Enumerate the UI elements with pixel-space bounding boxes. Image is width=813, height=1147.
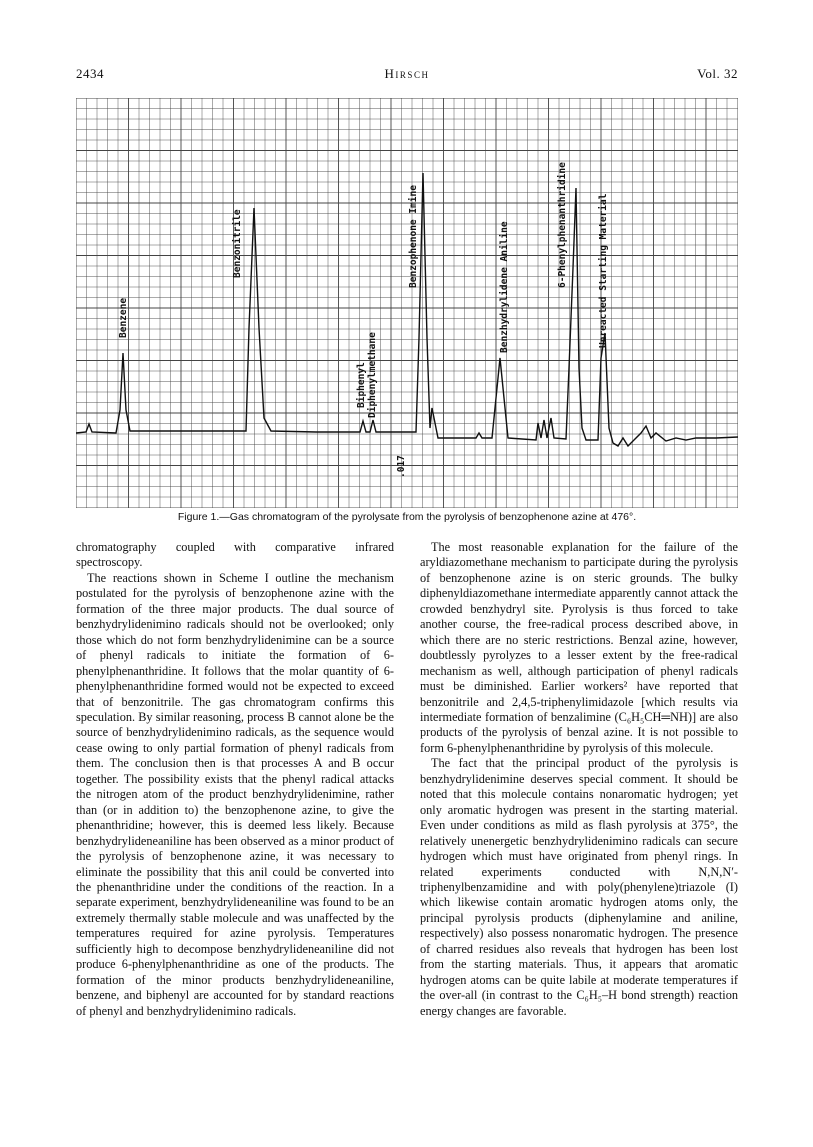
peak-label-benzophenone-imine: Benzophenone Imine [408, 185, 419, 288]
peak-label-benzhydrylidene-aniline: Benzhydrylidene Aniline [499, 221, 510, 353]
figure-caption: Figure 1.—Gas chromatogram of the pyrolysate from the pyrolysis of benzophenone azine at 476°. [177, 511, 637, 523]
running-header [76, 66, 738, 86]
peak-label-benzonitrile: Benzonitrile [232, 209, 243, 278]
left-text-column [76, 540, 394, 1019]
chromatogram-svg [76, 98, 738, 508]
time-marker-label: .017 [396, 455, 407, 478]
peak-label-diphenylmethane: Diphenylmethane [367, 332, 378, 418]
left-paragraph-1: chromatography coupled with comparative infrared spectroscopy. [76, 540, 394, 570]
peak-label-phenylphenanthridine: 6-Phenylphenanthridine [557, 162, 568, 288]
volume-number: Vol. 32 [697, 66, 738, 81]
peak-label-biphenyl: Biphenyl [356, 362, 367, 408]
grid-lines [76, 98, 738, 508]
chromatogram-figure [76, 98, 738, 508]
right-text-column [420, 540, 738, 1019]
page-number: 2434 [76, 66, 104, 81]
left-paragraph-2: The reactions shown in Scheme I outline the mechanism postulated for the pyrolysis of benzophenone azine with the formation of the three major products. The dual source of benzhydrylidenimino radicals should not be overlooked; only those which do not form benzhydrylidenimine can be a source of phenyl radicals to initiate the formation of 6-phenylphenanthridine. It follows that the molar quantity of 6-phenylphenanthridine formed would not be expected to exceed that of benzonitrile. The gas chromatogram confirms this speculation. By similar reasoning, process B cannot alone be the source of benzhydrylidenimino radicals, as the sequence would cease owing to only partial formation of phenyl radicals from them. The conclusion then is that processes A and B occur together. The possibility exists that the phenyl radical attacks the nitrogen atom of the product benzhydrylidenimine, rather than (or in addition to) the benzophenone azine, to give the phenanthridine; however, this is deemed less likely. Because benzhydrylideneaniline has been observed as a minor product of the pyrolysis of benzophenone azine, it was necessary to eliminate the possibility that this anil could be converted into the phenanthridine under the conditions of the reaction. In a separate experiment, benzhydrylideneaniline was found to be an extremely thermally stable molecule and was unaffected by the temperatures required for azine pyrolysis. Temperatures sufficiently high to decompose benzhydrylideneaniline did not produce 6-phenylphenanthridine as one of the products. The formation of the minor products benzhydrylideneaniline, benzene, and biphenyl are accounted for by standard reactions of phenyl and benzhydrylidenimino radicals. [76, 570, 394, 1018]
right-paragraph-2: The fact that the principal product of the pyrolysis is benzhydrylidenimine deserves special comment. It should be noted that this molecule contains nonaromatic hydrogen; yet only aromatic hydrogen was present in the starting material. Even under conditions as mild as flash pyrolysis at 375°, the relatively unenergetic benzhydrylidenimino radicals can secure hydrogen which must have originated from phenyl rings. In related experiments conducted with N,N,N′-triphenylbenzamidine and with poly(phenylene)triazole (I) which likewise contain aromatic hydrogen atoms only, the principal pyrolysis products (diphenylamine and aniline, respectively) also possess nonaromatic hydrogen. The presence of charred residues also reveals that hydrogen has been lost from the starting materials. Thus, it appears that aromatic hydrogen atoms can be quite labile at moderate temperatures if the over-all (in contrast to the C₆H₅–H bond strength) reaction energy changes are favorable. [420, 756, 738, 1018]
right-paragraph-1: The most reasonable explanation for the failure of the aryldiazomethane mechanism to participate during the pyrolysis of benzophenone azine is on steric grounds. The bulky diphenyldiazomethane intermediate apparently cannot attack the crowded benzhydryl site. Pyrolysis is thus forced to take another course, the free-radical process described above, in which there are no steric restrictions. Benzal azine, however, doubtlessly pyrolyzes to a lesser extent by the free-radical mechanism as well, although participation of phenyl radicals must be diminished. Earlier workers² have reported that benzonitrile and 2,4,5-triphenylimidazole [which results via intermediate formation of benzalimine (C₆H₅CH═NH)] are also products of the pyrolysis of benzal azine. It is not possible to form 6-phenylphenanthridine by pyrolysis of this molecule. [420, 540, 738, 755]
peak-label-benzene: Benzene [118, 297, 129, 338]
chromatogram-trace [76, 173, 738, 446]
running-author: Hirsch [384, 66, 430, 81]
peak-label-unreacted-starting-material: Unreacted Starting Material [598, 193, 609, 348]
